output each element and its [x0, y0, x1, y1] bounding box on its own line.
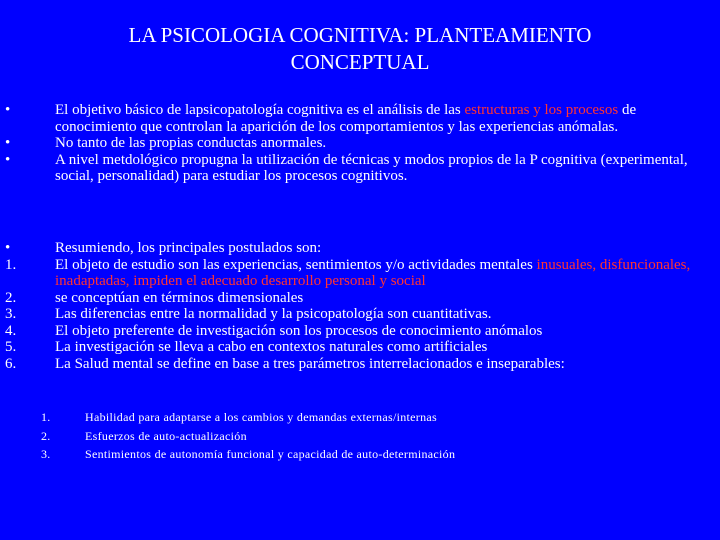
intro-item: [0, 102, 720, 135]
intro-item-text: No tanto de las propias conductas anormales.: [55, 135, 327, 151]
slide-title: [0, 22, 720, 76]
bullet-marker: •: [5, 135, 11, 151]
postulate-item: [0, 323, 720, 340]
number-marker: 1.: [41, 410, 51, 424]
intro-item-text-end: de conocimiento que controlan la aparición de los comportamientos y las experiencias anómalas.: [55, 102, 637, 135]
number-marker: 1.: [5, 256, 17, 273]
postulate-item: [0, 339, 720, 356]
number-marker: 5.: [5, 339, 17, 355]
parameter-text: Esfuerzos de auto-actualización: [85, 428, 247, 443]
postulate-item: [0, 257, 720, 290]
postulates-intro: [0, 240, 720, 257]
slide-title-line-1: LA PSICOLOGIA COGNITIVA: PLANTEAMIENTO: [128, 23, 592, 47]
parameter-text: Sentimientos de autonomía funcional y capacidad de auto-determinación: [85, 447, 456, 461]
number-marker: 6.: [5, 355, 17, 372]
intro-item-text: A nivel metdológico propugna la utilización de técnicas y modos propios de la P cognitiva (experimental, social, personalidad) para estudiar los procesos cognitivos.: [55, 151, 688, 184]
parameter-item: [0, 408, 720, 427]
bullet-marker: •: [5, 102, 11, 118]
highlighted-text: inusuales, disfuncionales, inadaptadas, impiden el adecuado desarrollo personal y social: [55, 256, 691, 289]
postulates-intro-text: Resumiendo, los principales postulados son:: [55, 240, 322, 256]
highlighted-text: estructuras y los procesos: [464, 102, 619, 118]
postulate-item: [0, 356, 720, 373]
parameter-item: [0, 445, 720, 464]
intro-item: [0, 152, 720, 185]
parameter-text: Habilidad para adaptarse a los cambios y demandas externas/internas: [85, 410, 437, 424]
postulate-text: La Salud mental se define en base a tres parámetros interrelacionados e inseparables:: [55, 355, 565, 372]
postulate-item: [0, 290, 720, 307]
postulate-text: La investigación se lleva a cabo en contextos naturales como artificiales: [55, 339, 488, 355]
postulate-text: El objeto de estudio son las experiencias, sentimientos y/o actividades mentales: [55, 256, 537, 273]
intro-item-text: El objetivo básico de lapsicopatología cognitiva es el análisis de las: [55, 102, 465, 118]
bullet-marker: •: [5, 151, 11, 168]
postulate-text: Las diferencias entre la normalidad y la psicopatología son cuantitativas.: [55, 306, 492, 322]
bullet-marker: •: [5, 240, 11, 256]
parameter-item: [0, 427, 720, 446]
postulate-text: se conceptúan en términos dimensionales: [55, 289, 304, 306]
intro-item: [0, 135, 720, 152]
postulate-item: [0, 306, 720, 323]
slide-title-line-2: CONCEPTUAL: [290, 50, 430, 74]
number-marker: 3.: [5, 306, 17, 322]
number-marker: 2.: [41, 428, 51, 443]
intro-list: [0, 102, 720, 185]
number-marker: 4.: [5, 322, 17, 339]
number-marker: 3.: [41, 447, 51, 461]
number-marker: 2.: [5, 289, 17, 306]
postulates-list: [0, 240, 720, 372]
parameters-list: [0, 408, 720, 464]
postulate-text: El objeto preferente de investigación son los procesos de conocimiento anómalos: [55, 322, 543, 339]
